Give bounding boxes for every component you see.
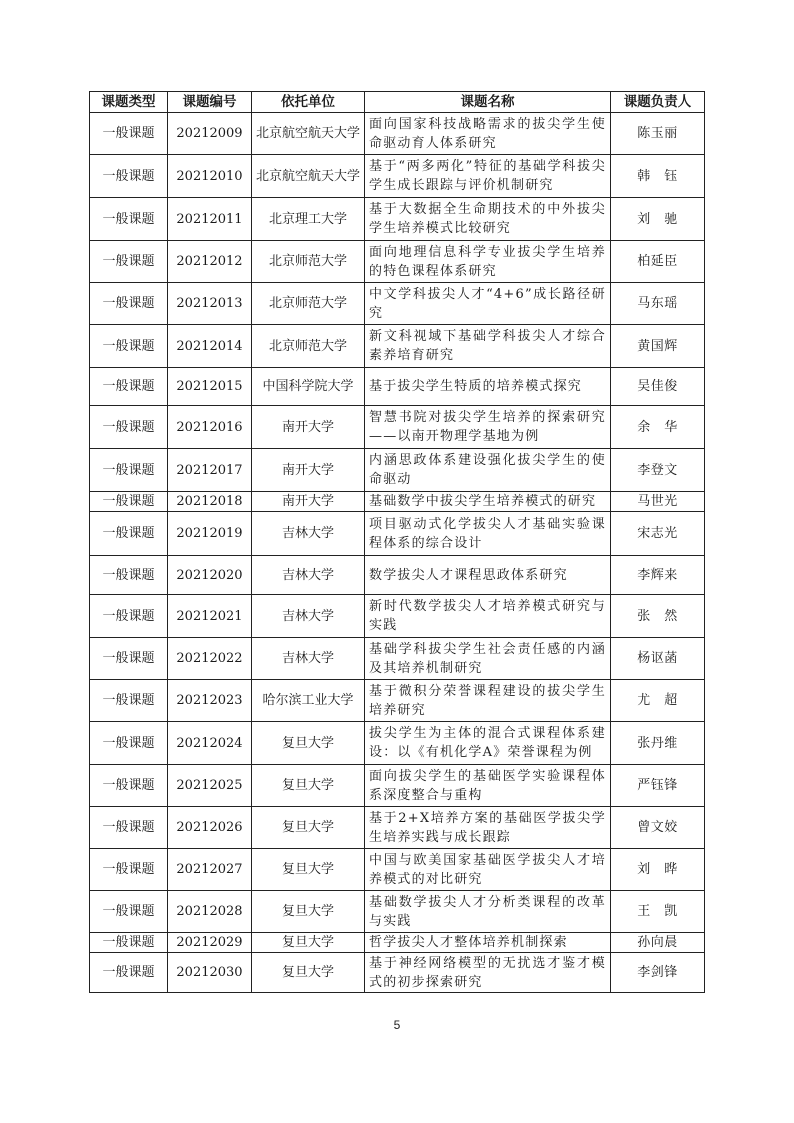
cell-type: 一般课题 — [90, 241, 168, 283]
cell-title: 新文科视域下基础学科拔尖人才综合素养培育研究 — [365, 325, 611, 368]
cell-type: 一般课题 — [90, 368, 168, 406]
cell-type: 一般课题 — [90, 807, 168, 849]
cell-title: 中国与欧美国家基础医学拔尖人才培养模式的对比研究 — [365, 849, 611, 891]
cell-lead: 杨讴菡 — [611, 638, 705, 680]
cell-lead: 严钰锋 — [611, 765, 705, 807]
cell-type: 一般课题 — [90, 492, 168, 512]
cell-id: 20212018 — [168, 492, 252, 512]
cell-unit: 北京航空航天大学 — [252, 155, 365, 198]
cell-id: 20212024 — [168, 722, 252, 765]
cell-unit: 北京师范大学 — [252, 325, 365, 368]
cell-unit: 复旦大学 — [252, 891, 365, 933]
cell-lead: 吴佳俊 — [611, 368, 705, 406]
cell-title: 基于微积分荣誉课程建设的拔尖学生培养研究 — [365, 680, 611, 722]
cell-id: 20212017 — [168, 449, 252, 492]
cell-title: 面向国家科技战略需求的拔尖学生使命驱动育人体系研究 — [365, 113, 611, 155]
cell-id: 20212030 — [168, 953, 252, 993]
cell-lead: 余 华 — [611, 406, 705, 449]
header-title: 课题名称 — [365, 92, 611, 113]
cell-lead: 刘 驰 — [611, 198, 705, 241]
header-id: 课题编号 — [168, 92, 252, 113]
cell-type: 一般课题 — [90, 406, 168, 449]
cell-lead: 张丹维 — [611, 722, 705, 765]
cell-lead: 王 凯 — [611, 891, 705, 933]
cell-title: 数学拔尖人才课程思政体系研究 — [365, 556, 611, 595]
cell-title: 基础数学中拔尖学生培养模式的研究 — [365, 492, 611, 512]
cell-unit: 南开大学 — [252, 406, 365, 449]
cell-title: 内涵思政体系建设强化拔尖学生的使命驱动 — [365, 449, 611, 492]
cell-unit: 复旦大学 — [252, 807, 365, 849]
cell-unit: 吉林大学 — [252, 595, 365, 638]
table-row — [90, 891, 705, 933]
cell-id: 20212023 — [168, 680, 252, 722]
table-row — [90, 406, 705, 449]
cell-lead: 韩 钰 — [611, 155, 705, 198]
table-row — [90, 953, 705, 993]
cell-id: 20212026 — [168, 807, 252, 849]
cell-unit: 北京理工大学 — [252, 198, 365, 241]
cell-id: 20212022 — [168, 638, 252, 680]
cell-type: 一般课题 — [90, 953, 168, 993]
cell-unit: 吉林大学 — [252, 512, 365, 556]
cell-id: 20212010 — [168, 155, 252, 198]
table-row — [90, 368, 705, 406]
table-row — [90, 680, 705, 722]
cell-unit: 吉林大学 — [252, 638, 365, 680]
cell-lead: 李登文 — [611, 449, 705, 492]
cell-unit: 北京师范大学 — [252, 241, 365, 283]
cell-unit: 吉林大学 — [252, 556, 365, 595]
table-row — [90, 241, 705, 283]
cell-title: 哲学拔尖人才整体培养机制探索 — [365, 933, 611, 953]
table-row — [90, 512, 705, 556]
cell-id: 20212013 — [168, 283, 252, 325]
table-row — [90, 807, 705, 849]
cell-type: 一般课题 — [90, 113, 168, 155]
cell-unit: 复旦大学 — [252, 933, 365, 953]
table-row — [90, 492, 705, 512]
cell-title: 中文学科拔尖人才“4+6”成长路径研究 — [365, 283, 611, 325]
cell-title: 基于神经网络模型的无扰选才鉴才模式的初步探索研究 — [365, 953, 611, 993]
cell-unit: 复旦大学 — [252, 722, 365, 765]
table-row — [90, 155, 705, 198]
cell-lead: 李剑锋 — [611, 953, 705, 993]
cell-type: 一般课题 — [90, 512, 168, 556]
cell-lead: 黄国辉 — [611, 325, 705, 368]
cell-lead: 孙向晨 — [611, 933, 705, 953]
cell-title: 基础数学拔尖人才分析类课程的改革与实践 — [365, 891, 611, 933]
cell-title: 面向拔尖学生的基础医学实验课程体系深度整合与重构 — [365, 765, 611, 807]
table-row — [90, 849, 705, 891]
table-row — [90, 638, 705, 680]
cell-type: 一般课题 — [90, 325, 168, 368]
table-row — [90, 325, 705, 368]
table-row — [90, 933, 705, 953]
cell-title: 基础学科拔尖学生社会责任感的内涵及其培养机制研究 — [365, 638, 611, 680]
cell-unit: 中国科学院大学 — [252, 368, 365, 406]
cell-type: 一般课题 — [90, 891, 168, 933]
cell-id: 20212028 — [168, 891, 252, 933]
table-row — [90, 198, 705, 241]
cell-id: 20212029 — [168, 933, 252, 953]
cell-type: 一般课题 — [90, 849, 168, 891]
cell-title: 基于“两多两化”特征的基础学科拔尖学生成长跟踪与评价机制研究 — [365, 155, 611, 198]
table-body — [90, 113, 705, 993]
cell-id: 20212012 — [168, 241, 252, 283]
table-row — [90, 765, 705, 807]
cell-type: 一般课题 — [90, 283, 168, 325]
table-row — [90, 113, 705, 155]
cell-lead: 宋志光 — [611, 512, 705, 556]
cell-id: 20212009 — [168, 113, 252, 155]
cell-title: 新时代数学拔尖人才培养模式研究与实践 — [365, 595, 611, 638]
cell-type: 一般课题 — [90, 595, 168, 638]
cell-id: 20212016 — [168, 406, 252, 449]
cell-unit: 复旦大学 — [252, 953, 365, 993]
header-type: 课题类型 — [90, 92, 168, 113]
cell-title: 基于2+X培养方案的基础医学拔尖学生培养实践与成长跟踪 — [365, 807, 611, 849]
cell-unit: 复旦大学 — [252, 765, 365, 807]
header-lead: 课题负责人 — [611, 92, 705, 113]
cell-type: 一般课题 — [90, 722, 168, 765]
cell-id: 20212021 — [168, 595, 252, 638]
page-number: 5 — [393, 1018, 401, 1032]
cell-type: 一般课题 — [90, 933, 168, 953]
cell-title: 拔尖学生为主体的混合式课程体系建设：以《有机化学A》荣誉课程为例 — [365, 722, 611, 765]
cell-id: 20212027 — [168, 849, 252, 891]
cell-title: 项目驱动式化学拔尖人才基础实验课程体系的综合设计 — [365, 512, 611, 556]
cell-lead: 李辉来 — [611, 556, 705, 595]
cell-lead: 曾文姣 — [611, 807, 705, 849]
cell-unit: 北京航空航天大学 — [252, 113, 365, 155]
cell-lead: 马东瑶 — [611, 283, 705, 325]
cell-lead: 陈玉丽 — [611, 113, 705, 155]
cell-type: 一般课题 — [90, 449, 168, 492]
cell-unit: 南开大学 — [252, 492, 365, 512]
cell-type: 一般课题 — [90, 198, 168, 241]
table-row — [90, 283, 705, 325]
cell-id: 20212014 — [168, 325, 252, 368]
cell-unit: 哈尔滨工业大学 — [252, 680, 365, 722]
table-row — [90, 722, 705, 765]
cell-lead: 尤 超 — [611, 680, 705, 722]
cell-id: 20212011 — [168, 198, 252, 241]
cell-id: 20212015 — [168, 368, 252, 406]
cell-type: 一般课题 — [90, 638, 168, 680]
cell-title: 智慧书院对拔尖学生培养的探索研究——以南开物理学基地为例 — [365, 406, 611, 449]
cell-title: 基于拔尖学生特质的培养模式探究 — [365, 368, 611, 406]
cell-type: 一般课题 — [90, 556, 168, 595]
cell-id: 20212025 — [168, 765, 252, 807]
table-row — [90, 449, 705, 492]
cell-type: 一般课题 — [90, 680, 168, 722]
cell-lead: 张 然 — [611, 595, 705, 638]
cell-type: 一般课题 — [90, 155, 168, 198]
cell-id: 20212019 — [168, 512, 252, 556]
project-table — [89, 91, 705, 993]
cell-lead: 柏延臣 — [611, 241, 705, 283]
cell-unit: 北京师范大学 — [252, 283, 365, 325]
cell-unit: 南开大学 — [252, 449, 365, 492]
header-unit: 依托单位 — [252, 92, 365, 113]
cell-unit: 复旦大学 — [252, 849, 365, 891]
cell-title: 基于大数据全生命期技术的中外拔尖学生培养模式比较研究 — [365, 198, 611, 241]
cell-lead: 刘 晔 — [611, 849, 705, 891]
cell-lead: 马世光 — [611, 492, 705, 512]
table-row — [90, 595, 705, 638]
table-row — [90, 556, 705, 595]
cell-id: 20212020 — [168, 556, 252, 595]
cell-title: 面向地理信息科学专业拔尖学生培养的特色课程体系研究 — [365, 241, 611, 283]
table-header-row — [90, 92, 705, 113]
cell-type: 一般课题 — [90, 765, 168, 807]
